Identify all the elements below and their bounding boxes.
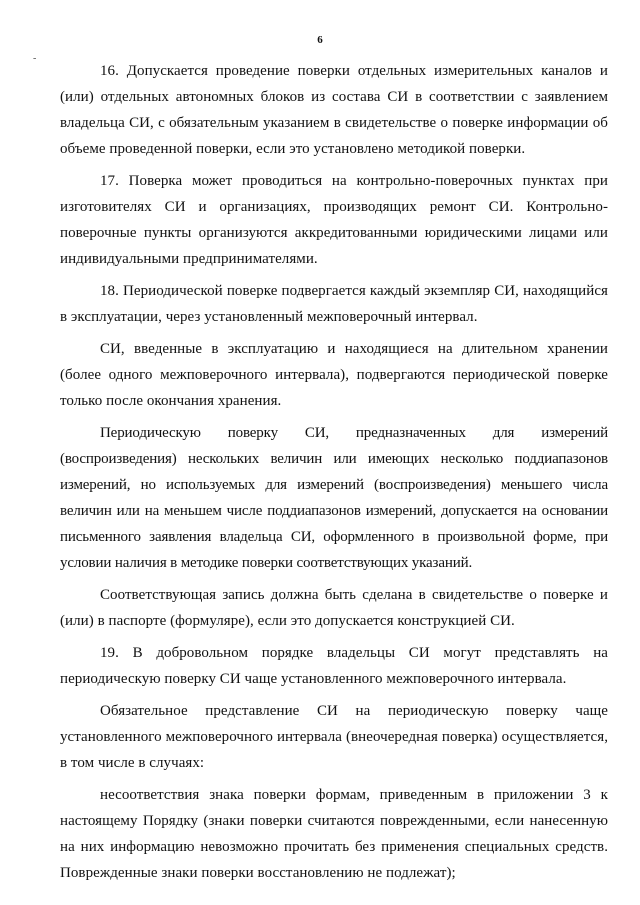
paragraph-16: 16. Допускается проведение поверки отдельных измерительных каналов и (или) отдельных автономных блоков из состава СИ в соответствии с заявлением владельца СИ, с обязательным указанием в свидетельстве о поверке информации об объеме проведенной поверки, если это установлено методикой поверки. — [60, 63, 608, 157]
paragraph-mismatch: несоответствия знака поверки формам, приведенным в приложении 3 к настоящему Порядку (знаки поверки считаются поврежденными, если нанесенную на них информацию невозможно прочитать без применения специальных средств. Поврежденные знаки поверки восстановлению не подлежат); — [60, 787, 608, 881]
paragraph-18: 18. Периодической поверке подвергается каждый экземпляр СИ, находящийся в эксплуатации, через установленный межповерочный интервал. — [60, 283, 608, 325]
paragraph-storage: СИ, введенные в эксплуатацию и находящиеся на длительном хранении (более одного межповерочного интервала), подвергаются периодической поверке только после окончания хранения. — [60, 341, 608, 409]
paragraph-record: Соответствующая запись должна быть сделана в свидетельстве о поверке и (или) в паспорте (формуляре), если это допускается конструкцией СИ. — [60, 587, 608, 629]
paragraph-mandatory: Обязательное представление СИ на периодическую поверку чаще установленного межповерочного интервала (внеочередная поверка) осуществляется, в том числе в случаях: — [60, 703, 608, 771]
paragraph-multi-quantity: Периодическую поверку СИ, предназначенных для измерений (воспроизведения) нескольких величин или имеющих несколько поддиапазонов измерений, но используемых для измерений (воспроизведения) меньшего числа величин или на меньшем числе поддиапазонов измерений, допускается на основании письменного заявления владельца СИ, оформленного в произвольной форме, при условии наличия в методике поверки соответствующих указаний. — [60, 425, 608, 571]
paragraph-19: 19. В добровольном порядке владельцы СИ могут представлять на периодическую поверку СИ чаще установленного межповерочного интервала. — [60, 645, 608, 687]
margin-mark: - — [33, 53, 37, 64]
page-number: 6 — [317, 34, 323, 46]
paragraph-17: 17. Поверка может проводиться на контрольно-поверочных пунктах при изготовителях СИ и организациях, производящих ремонт СИ. Контрольно-поверочные пункты организуются аккредитованными юридическими лицами или индивидуальными предпринимателями. — [60, 173, 608, 267]
document-body — [60, 58, 608, 886]
